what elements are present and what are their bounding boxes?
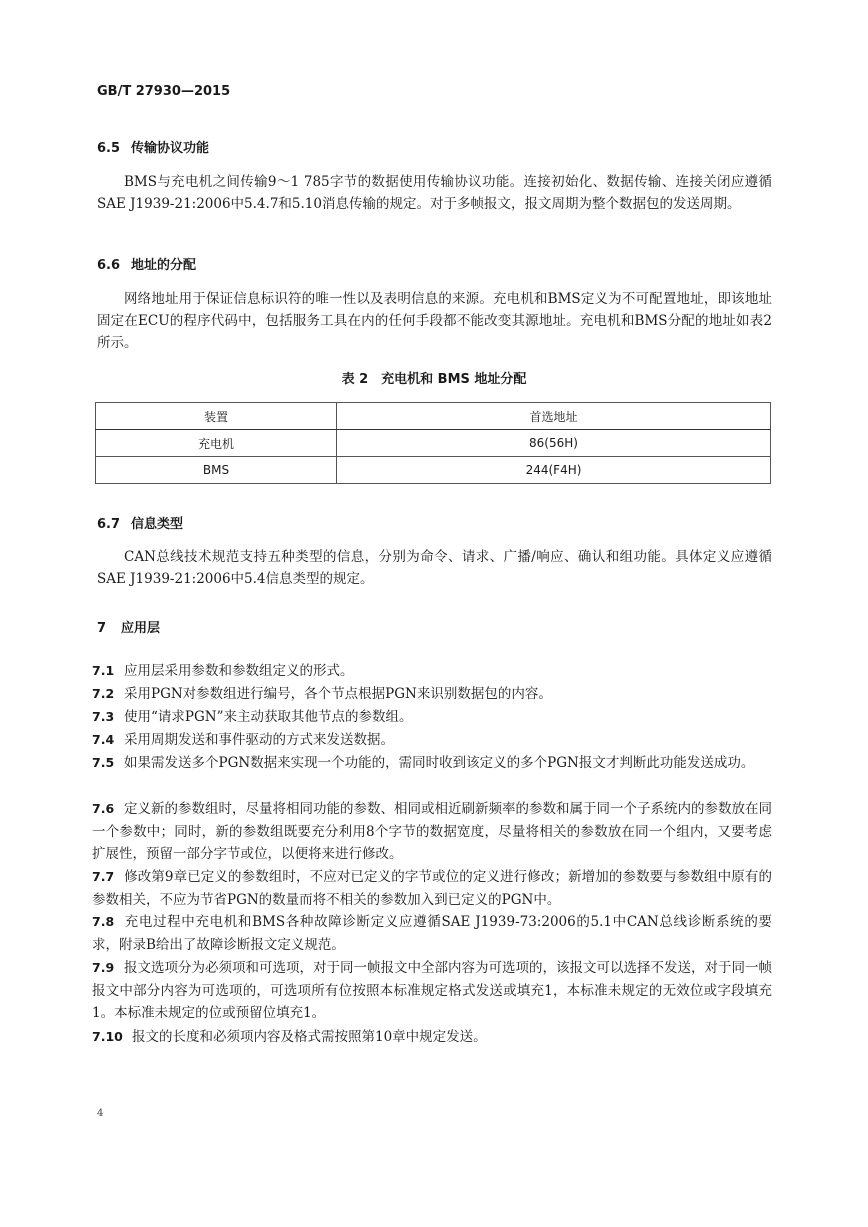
address-allocation-table: [95, 402, 771, 484]
item-number: 7.1: [92, 663, 115, 678]
table-header-row: [96, 403, 771, 430]
item-number: 7.9: [92, 960, 115, 975]
list-item: [92, 706, 772, 729]
item-number: 7.4: [92, 732, 115, 747]
list-item: [92, 798, 772, 866]
item-text: 修改第9章已定义的参数组时，不应对已定义的字节或位的定义进行修改；新增加的参数要与参数组中原有的参数相关，不应为节省PGN的数量而将不相关的参数加入到已定义的PGN中。: [92, 869, 772, 908]
section-heading-7: [97, 617, 160, 636]
item-text: 充电过程中充电机和BMS各种故障诊断定义应遵循SAE J1939-73:2006的5.1中CAN总线诊断系统的要求，附录B给出了故障诊断报文定义规范。: [92, 914, 772, 953]
item-text: 使用“请求PGN”来主动获取其他节点的参数组。: [124, 709, 413, 725]
section-title: 应用层: [121, 621, 161, 636]
list-item: [92, 683, 772, 706]
list-item: [92, 729, 772, 752]
section-heading-6-5: [97, 137, 209, 156]
document-code: GB/T 27930—2015: [97, 84, 231, 99]
item-number: 7.2: [92, 686, 115, 701]
table-caption: 表 2 充电机和 BMS 地址分配: [341, 372, 527, 387]
section-number: 6.7: [97, 517, 121, 532]
item-text: 定义新的参数组时，尽量将相同功能的参数、相同或相近刷新频率的参数和属于同一个子系统内的参数放在同一个参数中；同时，新的参数组既要充分利用8个字节的数据宽度，尽量将相关的参数放在同一个组内，又要考虑扩展性，预留一部分字节或位，以便将来进行修改。: [92, 801, 772, 862]
section-title: 传输协议功能: [131, 141, 210, 156]
table-cell-address: 86(56H): [337, 430, 771, 457]
item-number: 7.8: [92, 914, 115, 929]
table-row: [96, 430, 771, 457]
table-row: [96, 457, 771, 484]
section-title: 地址的分配: [131, 258, 197, 273]
section-body-6-5: BMS与充电机之间传输9～1 785字节的数据使用传输协议功能。连接初始化、数据传输、连接关闭应遵循SAE J1939-21:2006中5.4.7和5.10消息传输的规定。对于多帧报文，报文周期为整个数据包的发送周期。: [97, 174, 772, 212]
item-number: 7.5: [92, 755, 115, 770]
list-item: [92, 752, 772, 775]
table-cell-address: 244(F4H): [337, 457, 771, 484]
section-body-6-6: 网络地址用于保证信息标识符的唯一性以及表明信息的来源。充电机和BMS定义为不可配置地址，即该地址固定在ECU的程序代码中，包括服务工具在内的任何手段都不能改变其源地址。充电机和BMS分配的地址如表2所示。: [97, 291, 772, 351]
list-item: [92, 1026, 772, 1049]
item-number: 7.7: [92, 869, 115, 884]
page-number: 4: [97, 1108, 104, 1119]
list-item: [92, 866, 772, 911]
section-heading-6-7: [97, 513, 183, 532]
item-text: 报文选项分为必须项和可选项，对于同一帧报文中全部内容为可选项的，该报文可以选择不发送，对于同一帧报文中部分内容为可选项的，可选项所有位按照本标准规定格式发送或填充1，本标准未规定的无效位或字段填充1。本标准未规定的位或预留位填充1。: [92, 960, 772, 1021]
table-cell-device: 充电机: [96, 430, 337, 457]
item-text: 采用PGN对参数组进行编号，各个节点根据PGN来识别数据包的内容。: [124, 686, 552, 702]
item-number: 7.10: [92, 1029, 123, 1044]
list-item: [92, 660, 772, 683]
list-item: [92, 911, 772, 956]
section-number: 7: [97, 621, 107, 636]
section-body-6-7: CAN总线技术规范支持五种类型的信息，分别为命令、请求、广播/响应、确认和组功能。具体定义应遵循SAE J1939-21:2006中5.4信息类型的规定。: [97, 549, 772, 587]
item-number: 7.6: [92, 801, 115, 816]
item-text: 报文的长度和必须项内容及格式需按照第10章中规定发送。: [132, 1029, 487, 1045]
section-title: 信息类型: [131, 517, 184, 532]
item-number: 7.3: [92, 709, 115, 724]
section-number: 6.5: [97, 141, 121, 156]
table-header-address: 首选地址: [337, 403, 771, 430]
item-text: 应用层采用参数和参数组定义的形式。: [124, 663, 354, 679]
table-header-device: 装置: [96, 403, 337, 430]
item-text: 如果需发送多个PGN数据来实现一个功能的，需同时收到该定义的多个PGN报文才判断此功能发送成功。: [124, 755, 755, 771]
section-heading-6-6: [97, 254, 196, 273]
item-text: 采用周期发送和事件驱动的方式来发送数据。: [124, 732, 394, 748]
section-number: 6.6: [97, 258, 121, 273]
table-cell-device: BMS: [96, 457, 337, 484]
list-item: [92, 957, 772, 1025]
